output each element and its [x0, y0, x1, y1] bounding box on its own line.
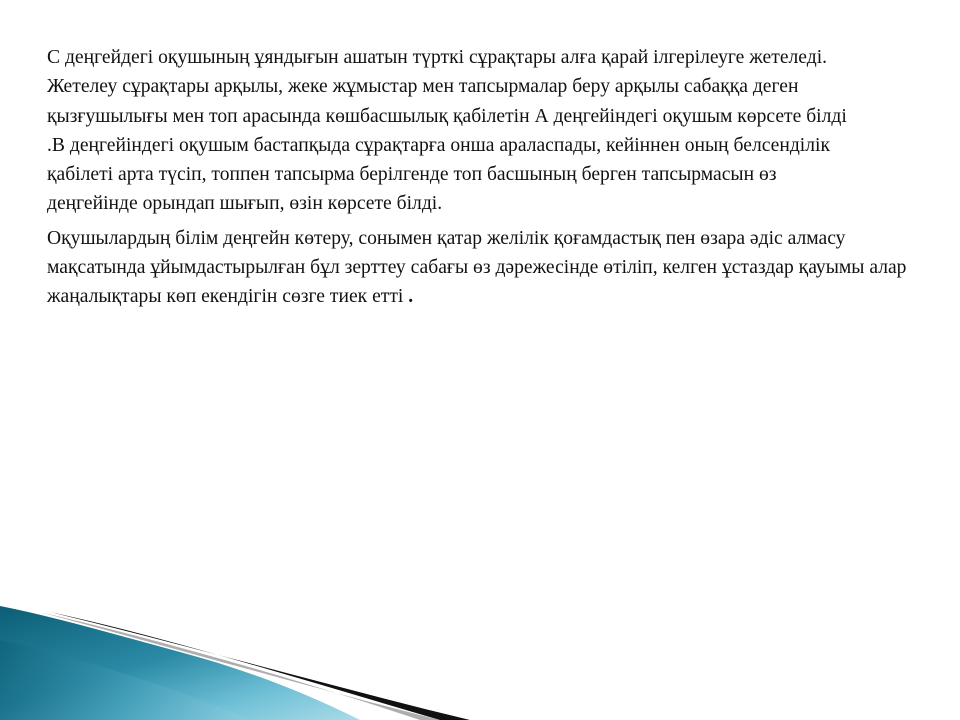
paragraph-1-text: С деңгейдегі оқушының ұяндығын ашатын түрткі сұрақтары алға қарай ілгерілеуге жетеледі. Жетелеу сұрақтары арқылы, жеке жұмыстар мен тапсырмалар беру арқылы сабаққа деген қызғушылығы мен топ арасында көшбасшылық қабілетін А деңгейіндегі оқушым көрсете білді .В деңгейіндегі оқушым бастапқыда сұрақтарға онша араласпады, кейіннен оның белсенділік қабілеті арта түсіп, топпен тапсырма берілгенде топ басшының берген тапсырмасын өз деңгейінде орындап шығып, өзін көрсете білді.: [47, 47, 847, 215]
paragraph-2-end-mark: .: [408, 286, 414, 308]
paragraph-2-text: Оқушылардың білім деңгейн көтеру, сонымен қатар желілік қоғамдастық пен өзара әдіс алмасу мақсатында ұйымдастырылған бұл зерттеу сабағы өз дәрежесінде өтіліп, келген ұстаздар қауымы алар жаңалықтары көп екендігін сөзге тиек етті: [47, 227, 907, 308]
